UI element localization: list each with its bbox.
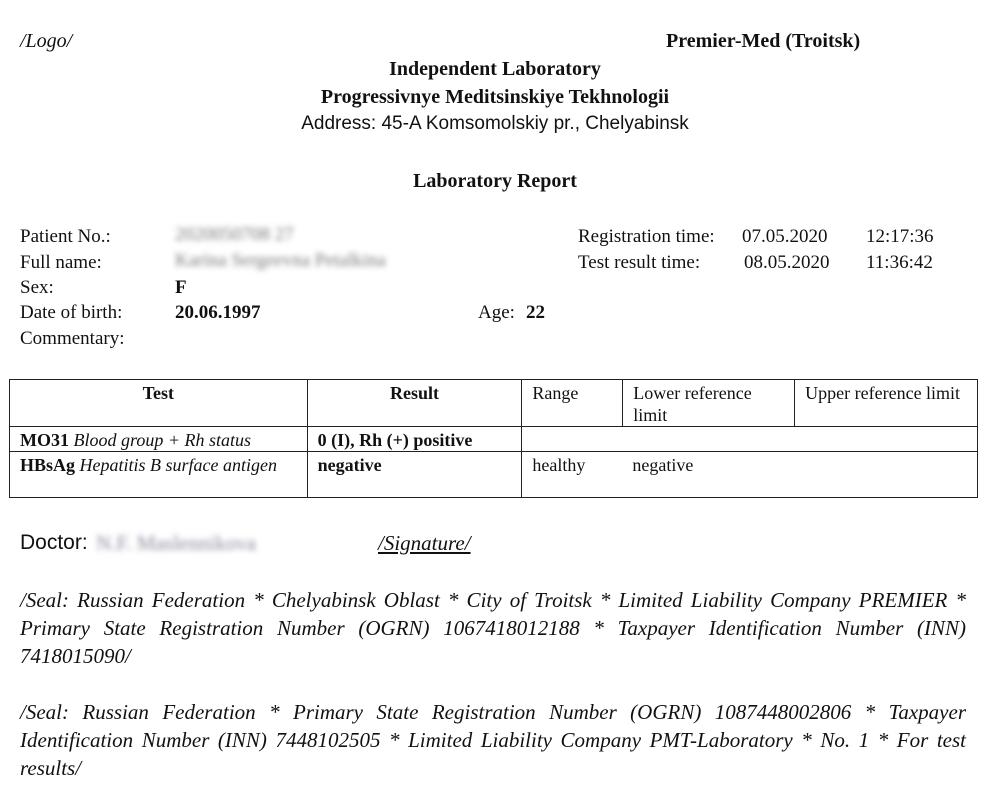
test-result-time-label: Test result time: — [578, 252, 701, 273]
seal-premier: /Seal: Russian Federation * Chelyabinsk Oblast * City of Troitsk * Limited Liability Company PREMIER * Primary State Registration Number (OGRN) 1067418012188 * Taxpayer Identification Number (INN) 7418015090/ — [20, 588, 966, 668]
full-name-label: Full name: — [20, 252, 102, 273]
header-result: Result — [307, 380, 522, 427]
patient-no-value: 2020050708 27 — [175, 224, 294, 245]
result-cell: 0 (I), Rh (+) positive — [307, 427, 522, 452]
seal-pmt-laboratory: /Seal: Russian Federation * Primary State Registration Number (OGRN) 1087448002806 * Taxpayer Identification Number (INN) 7448102505 * Limited Liability Company PMT-Laboratory * No. 1 * For test results/ — [20, 700, 966, 780]
test-cell — [10, 427, 308, 452]
sex-label: Sex: — [20, 277, 54, 298]
lower-limit-value: negative — [632, 455, 694, 475]
result-cell: negative — [307, 452, 522, 498]
registration-date: 07.05.2020 — [742, 226, 828, 247]
signature-placeholder: /Signature/ — [378, 531, 471, 555]
registration-time: 12:17:36 — [866, 226, 934, 247]
doctor-label: Doctor: — [20, 531, 88, 554]
test-code: HBsAg — [20, 455, 76, 475]
test-result-date: 08.05.2020 — [744, 252, 830, 273]
test-name: Hepatitis B surface antigen — [79, 455, 277, 475]
age-label: Age: — [478, 302, 515, 323]
registration-time-label: Registration time: — [578, 226, 715, 247]
patient-no-label: Patient No.: — [20, 226, 111, 247]
header-test: Test — [10, 380, 308, 427]
lab-name-line1: Independent Laboratory — [389, 58, 601, 80]
doctor-name: N.F. Maslennikova — [96, 531, 256, 555]
test-code: MO31 — [20, 430, 69, 450]
test-cell — [10, 452, 308, 498]
dob-value: 20.06.1997 — [175, 302, 261, 323]
test-result-time: 11:36:42 — [866, 252, 933, 273]
company-name: Premier-Med (Troitsk) — [666, 30, 861, 52]
commentary-label: Commentary: — [20, 328, 125, 349]
table-header-row — [10, 380, 978, 427]
header-range: Range — [522, 380, 623, 427]
table-row — [10, 427, 978, 452]
header-lower-limit: Lower reference limit — [623, 380, 795, 427]
sex-value: F — [175, 277, 187, 298]
range-value: healthy — [532, 455, 586, 475]
table-row — [10, 452, 978, 498]
full-name-value: Karina Sergeevna Petalkina — [175, 250, 386, 271]
range-cell — [522, 452, 978, 498]
dob-label: Date of birth: — [20, 302, 123, 323]
report-title: Laboratory Report — [413, 170, 577, 192]
lab-address: Address: 45-A Komsomolskiy pr., Chelyabinsk — [301, 113, 689, 134]
results-table — [9, 379, 978, 498]
age-value: 22 — [526, 302, 545, 323]
logo-placeholder: /Logo/ — [20, 30, 73, 52]
test-name: Blood group + Rh status — [73, 430, 251, 450]
lab-name-line2: Progressivnye Meditsinskiye Tekhnologii — [320, 86, 670, 108]
range-cell — [522, 427, 978, 452]
header-upper-limit: Upper reference limit — [795, 380, 978, 427]
